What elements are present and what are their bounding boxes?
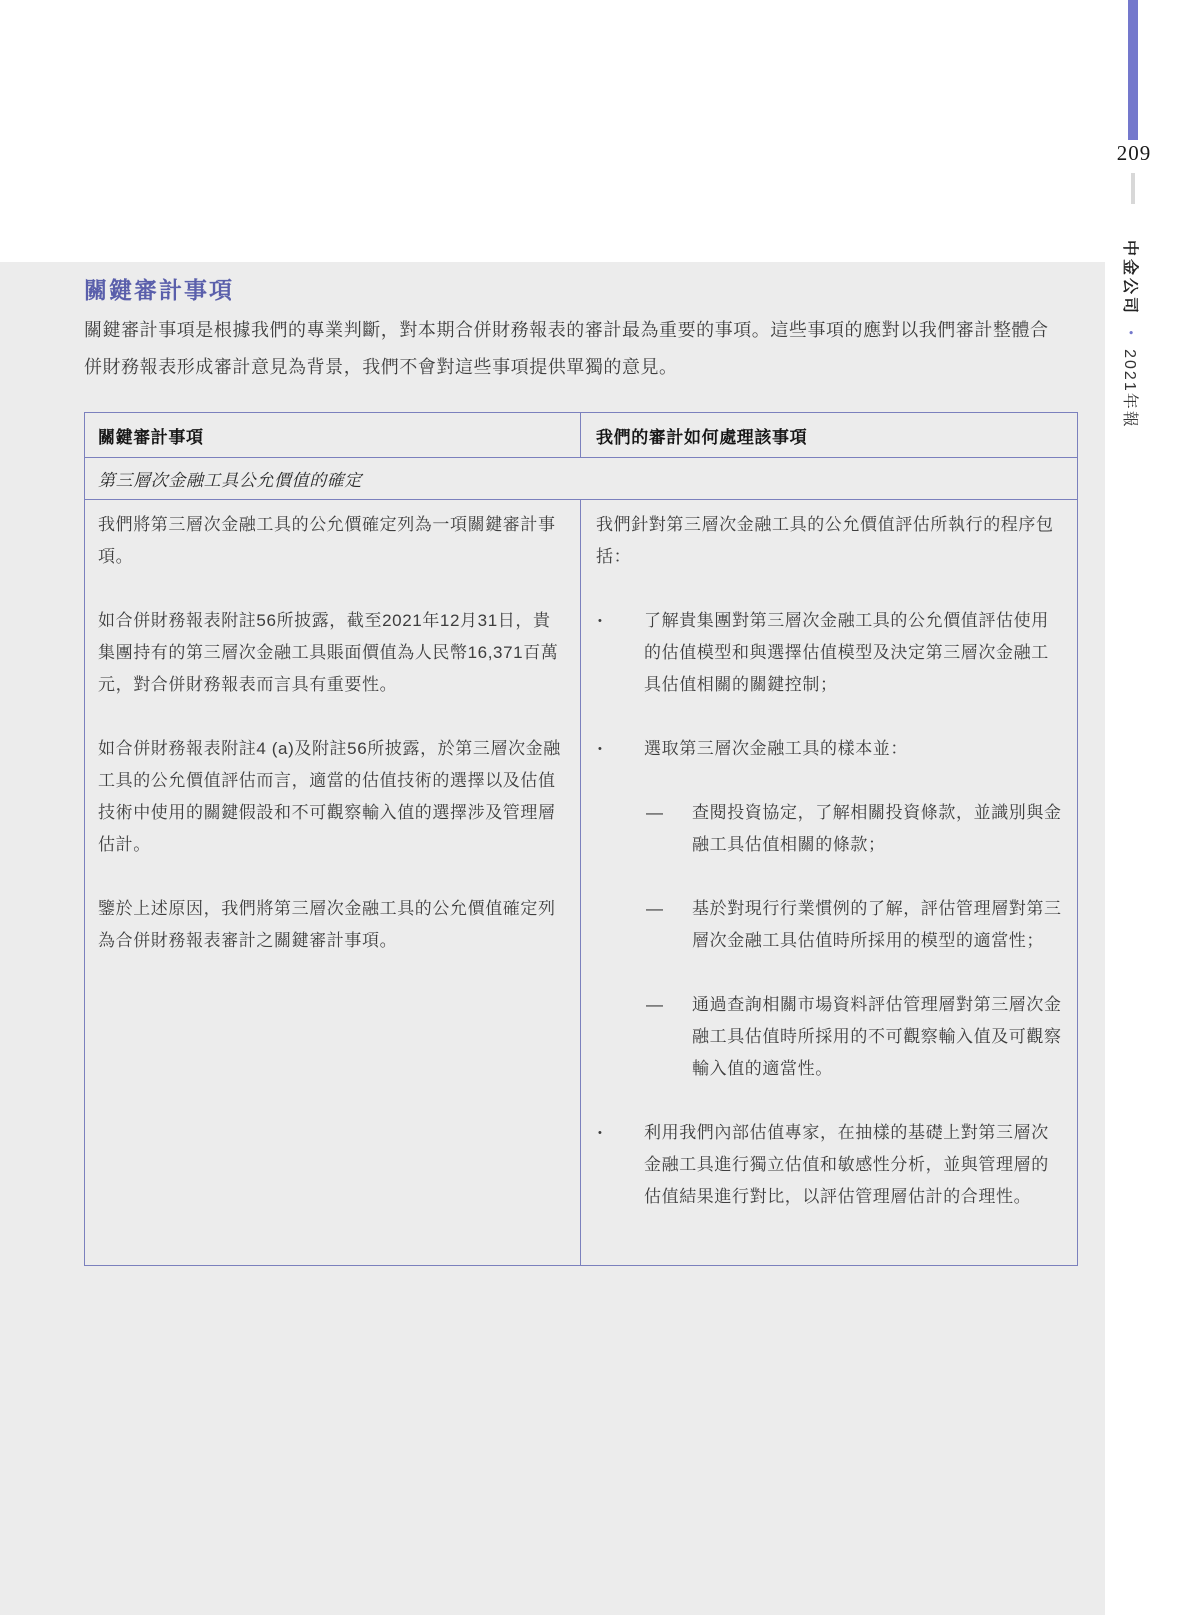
dash-icon: — bbox=[646, 803, 664, 822]
response-sub-bullet-text: 基於對現行行業慣例的了解，評估管理層對第三層次金融工具估值時所採用的模型的適當性； bbox=[692, 899, 1062, 950]
response-cell bbox=[581, 500, 1077, 1265]
table-header-response: 我們的審計如何處理該事項 bbox=[596, 427, 808, 447]
intro-paragraph: 關鍵審計事項是根據我們的專業判斷，對本期合併財務報表的審計最為重要的事項。這些事項的應對以我們審計整體合併財務報表形成審計意見為背景，我們不會對這些事項提供單獨的意見。 bbox=[84, 320, 1049, 377]
matter-paragraph: 如合併財務報表附註56所披露，截至2021年12月31日，貴集團持有的第三層次金融工具賬面價值為人民幣16,371百萬元，對合併財務報表而言具有重要性。 bbox=[98, 611, 559, 694]
matter-paragraph: 鑒於上述原因，我們將第三層次金融工具的公允價值確定列為合併財務報表審計之關鍵審計事項。 bbox=[98, 899, 556, 950]
section-heading: 關鍵審計事項 bbox=[84, 277, 234, 303]
response-sub-bullet-text: 查閱投資協定，了解相關投資條款，並識別與金融工具估值相關的條款； bbox=[692, 803, 1062, 854]
page-number-tick bbox=[1131, 173, 1135, 204]
response-sub-bullet bbox=[596, 989, 1065, 1085]
response-bullet-text: 選取第三層次金融工具的樣本並： bbox=[644, 739, 908, 758]
response-bullet-text: 了解貴集團對第三層次金融工具的公允價值評估使用的估值模型和與選擇估值模型及決定第三層次金融工具估值相關的關鍵控制； bbox=[644, 611, 1049, 694]
response-bullet bbox=[596, 605, 1065, 701]
table-body-row bbox=[85, 500, 1077, 1265]
response-bullet-text: 利用我們內部估值專家，在抽樣的基礎上對第三層次金融工具進行獨立估值和敏感性分析，並與管理層的估值結果進行對比，以評估管理層估計的合理性。 bbox=[644, 1123, 1049, 1206]
key-audit-matters-table bbox=[84, 412, 1078, 1266]
page-number: 209 bbox=[1116, 141, 1152, 165]
table-header-matter: 關鍵審計事項 bbox=[85, 413, 581, 457]
company-name: 中金公司 bbox=[1121, 240, 1138, 317]
vertical-report-title bbox=[1120, 240, 1143, 429]
response-intro: 我們針對第三層次金融工具的公允價值評估所執行的程序包括： bbox=[596, 515, 1054, 566]
response-sub-bullet bbox=[596, 797, 1065, 861]
separator-dot: • bbox=[1124, 330, 1138, 335]
matter-paragraph: 如合併財務報表附註4 (a)及附註56所披露，於第三層次金融工具的公允價值評估而言，適當的估值技術的選擇以及估值技術中使用的關鍵假設和不可觀察輸入值的選擇涉及管理層估計。 bbox=[98, 739, 561, 854]
table-header-row bbox=[85, 413, 1077, 458]
response-bullet bbox=[596, 733, 1065, 765]
response-sub-bullet bbox=[596, 893, 1065, 957]
dash-icon: — bbox=[646, 899, 664, 918]
dash-icon: — bbox=[646, 995, 664, 1014]
response-bullet bbox=[596, 1117, 1065, 1213]
report-title: 2021年報 bbox=[1121, 349, 1138, 429]
bullet-dot-icon: • bbox=[598, 1127, 603, 1139]
content-panel bbox=[0, 262, 1105, 1615]
matter-cell bbox=[85, 500, 581, 1265]
matter-paragraph: 我們將第三層次金融工具的公允價確定列為一項關鍵審計事項。 bbox=[98, 515, 556, 566]
response-sub-bullet-text: 通過查詢相關市場資料評估管理層對第三層次金融工具估值時所採用的不可觀察輸入值及可觀察輸入值的適當性。 bbox=[692, 995, 1062, 1078]
bullet-dot-icon: • bbox=[598, 743, 603, 755]
matter-title-row: 第三層次金融工具公允價值的確定 bbox=[85, 458, 1077, 500]
accent-bar bbox=[1128, 0, 1138, 140]
bullet-dot-icon: • bbox=[598, 615, 603, 627]
